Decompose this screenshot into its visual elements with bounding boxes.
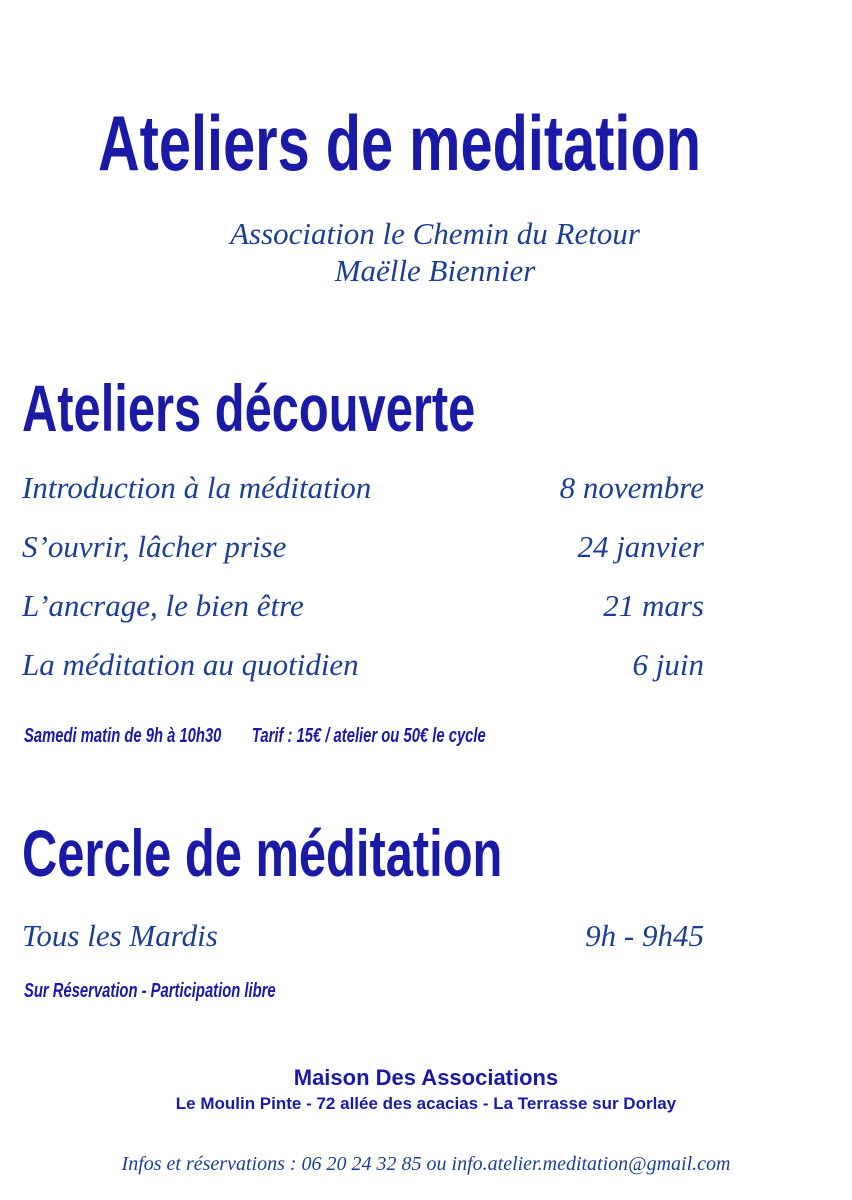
session-row	[22, 584, 704, 628]
organizer-name: Maëlle Biennier	[334, 253, 536, 288]
session-label: S’ouvrir, lâcher prise	[22, 529, 287, 564]
association-name: Association le Chemin du Retour	[230, 216, 640, 251]
schedule-text: Samedi matin de 9h à 10h30	[24, 725, 222, 747]
session-row	[22, 525, 704, 569]
session-date: 21 mars	[603, 588, 704, 623]
session-label: L’ancrage, le bien être	[22, 588, 304, 623]
cercle-time: 9h - 9h45	[585, 918, 704, 953]
session-date: 8 novembre	[559, 470, 704, 505]
section-title-cercle: Cercle de méditation	[22, 816, 503, 890]
session-label: La méditation au quotidien	[22, 647, 359, 682]
session-row	[22, 466, 704, 510]
cercle-row	[22, 914, 704, 958]
reservation-note: Sur Réservation - Participation libre	[24, 980, 276, 1002]
price-text: Tarif : 15€ / atelier ou 50€ le cycle	[251, 725, 486, 747]
section-title-decouverte: Ateliers découverte	[22, 371, 476, 445]
schedule-note	[24, 723, 486, 749]
page-title: Ateliers de meditation	[98, 99, 701, 187]
session-label: Introduction à la méditation	[22, 470, 372, 505]
session-date: 24 janvier	[577, 529, 704, 564]
session-date: 6 juin	[632, 647, 704, 682]
cercle-label: Tous les Mardis	[22, 918, 218, 953]
venue-name: Maison Des Associations	[293, 1065, 559, 1090]
venue-address: Le Moulin Pinte - 72 allée des acacias - La Terrasse sur Dorlay	[175, 1094, 677, 1113]
contact-info: Infos et réservations : 06 20 24 32 85 ou info.atelier.meditation@gmail.com	[121, 1153, 731, 1175]
session-row	[22, 643, 704, 687]
